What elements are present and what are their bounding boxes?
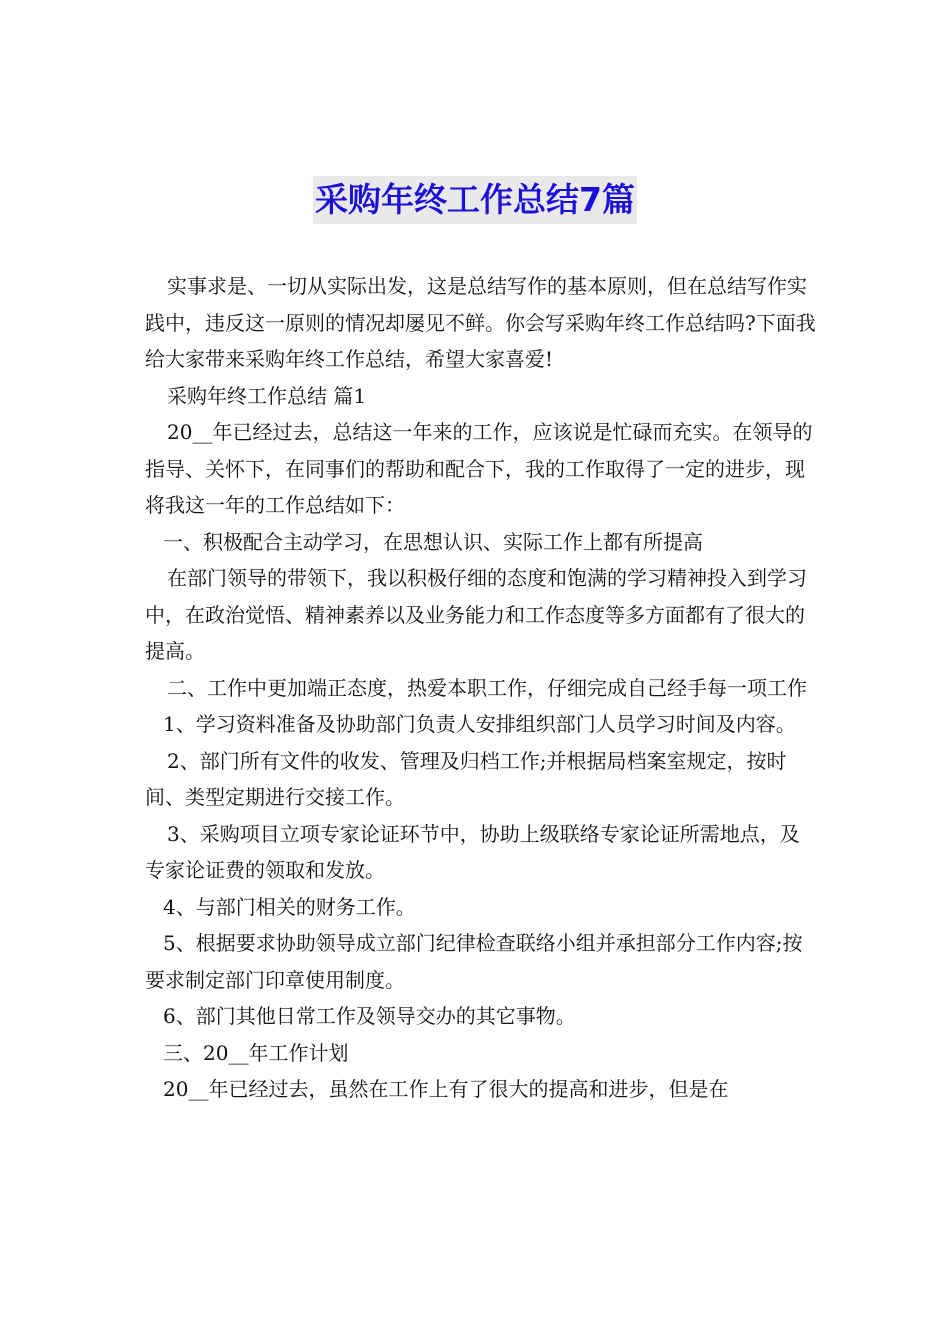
section-heading: 采购年终工作总结 篇1	[167, 383, 367, 408]
list-item-2: 2、部门所有文件的收发、管理及归档工作;并根据局档案室规定，按时间、类型定期进行交接工作。	[145, 748, 787, 809]
list-item-6: 6、部门其他日常工作及领导交办的其它事物。	[163, 1004, 576, 1028]
document-title: 采购年终工作总结7篇	[313, 176, 637, 224]
list-item-3: 3、采购项目立项专家论证环节中，协助上级联络专家论证所需地点，及专家论证费的领取和发放。	[145, 821, 800, 882]
intro-paragraph: 实事求是、一切从实际出发，这是总结写作的基本原则，但在总结写作实践中，违反这一原则的情况却屡见不鲜。你会写采购年终工作总结吗?下面我给大家带来采购年终工作总结，希望大家喜爱!	[145, 274, 816, 371]
body-paragraph: 20__年已经过去，总结这一年来的工作，应该说是忙碌而充实。在领导的指导、关怀下，在同事们的帮助和配合下，我的工作取得了一定的进步，现将我这一年的工作总结如下：	[145, 420, 813, 517]
document-body	[145, 268, 817, 1108]
body-paragraph: 在部门领导的带领下，我以积极仔细的态度和饱满的学习精神投入到学习中，在政治觉悟、精神素养以及业务能力和工作态度等多方面都有了很大的提高。	[145, 566, 807, 663]
body-paragraph: 20__年已经过去，虽然在工作上有了很大的提高和进步，但是在	[163, 1077, 729, 1101]
subheading-2: 二、工作中更加端正态度，热爱本职工作，仔细完成自己经手每一项工作	[167, 675, 807, 700]
title-container	[0, 176, 950, 224]
list-item-5: 5、根据要求协助领导成立部门纪律检查联络小组并承担部分工作内容;按要求制定部门印章使用制度。	[145, 931, 803, 992]
list-item-1: 1、学习资料准备及协助部门负责人安排组织部门人员学习时间及内容。	[163, 712, 796, 736]
subheading-3: 三、20__年工作计划	[163, 1040, 349, 1065]
list-item-4: 4、与部门相关的财务工作。	[163, 894, 416, 919]
subheading-1: 一、积极配合主动学习，在思想认识、实际工作上都有所提高	[163, 529, 703, 554]
